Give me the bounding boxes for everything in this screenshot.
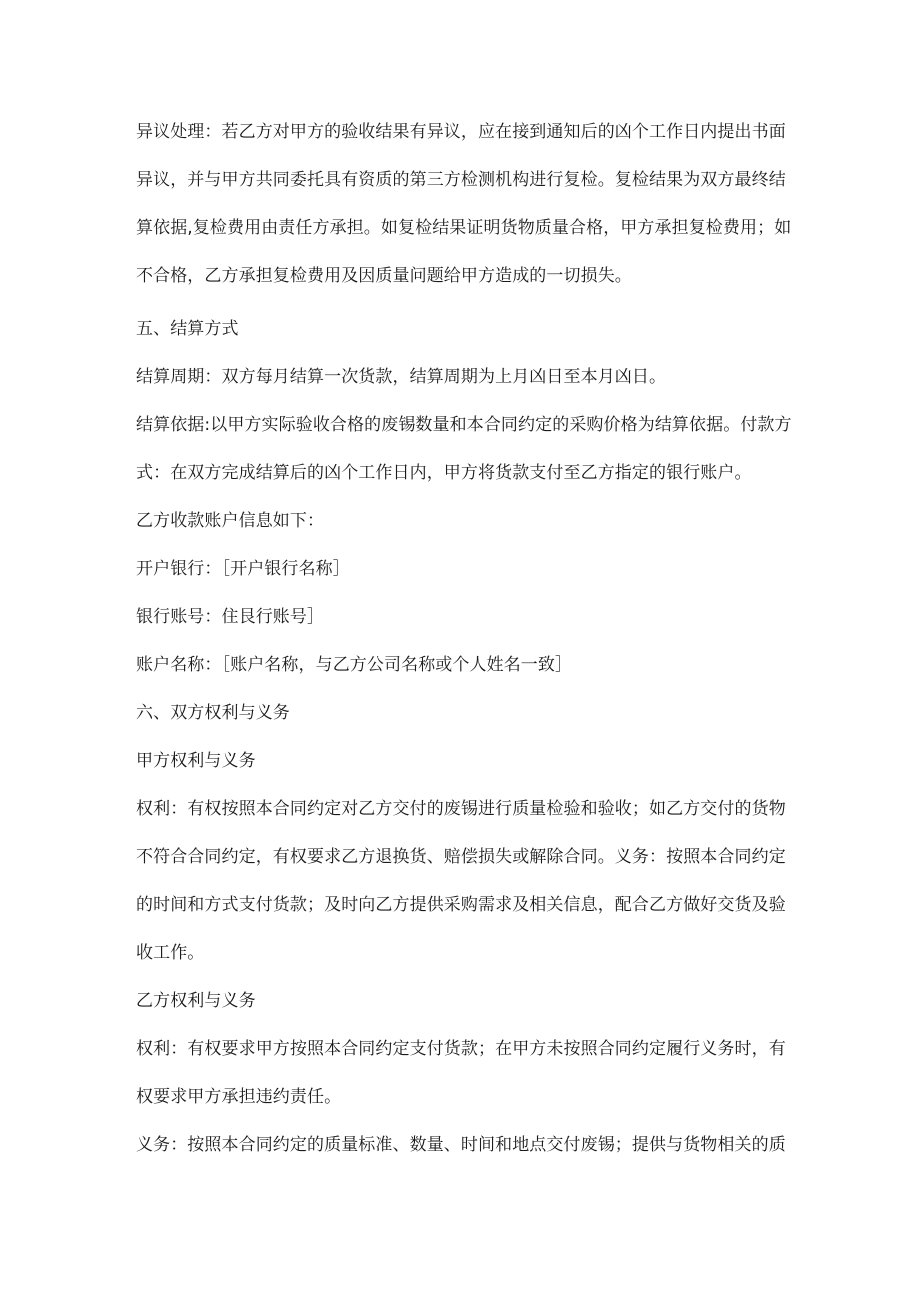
account-name-field bbox=[136, 641, 572, 689]
text-line: 银行账号：住艮行账号］ bbox=[136, 607, 325, 627]
party-a-heading bbox=[136, 737, 256, 785]
settlement-basis-paragraph bbox=[136, 401, 792, 497]
text-line: 结算依据:以甲方实际验收合格的废锡数量和本合同约定的采购价格为结算依据。付款方 bbox=[136, 415, 792, 435]
text-line: 不合格，乙方承担复检费用及因质量问题给甲方造成的一切损失。 bbox=[136, 266, 632, 286]
party-a-rights-paragraph bbox=[136, 785, 786, 977]
heading-text: 甲方权利与义务 bbox=[136, 751, 256, 771]
text-line: 权要求甲方承担违约责任。 bbox=[136, 1087, 342, 1107]
text-line: 异议，并与甲方共同委托具有资质的第三方检测机构进行复检。复检结果为双方最终结 bbox=[136, 170, 786, 190]
settlement-cycle-paragraph bbox=[136, 353, 666, 401]
party-b-rights-paragraph bbox=[136, 1025, 786, 1121]
text-line: 账户名称：［账户名称，与乙方公司名称或个人姓名一致］ bbox=[136, 655, 573, 675]
text-line: 的时间和方式支付货款；及时向乙方提供采购需求及相关信息，配合乙方做好交货及验 bbox=[136, 895, 786, 915]
text-line: 权利：有权要求甲方按照本合同约定支付货款；在甲方未按照合同约定履行义务时，有 bbox=[136, 1039, 786, 1059]
party-b-heading bbox=[136, 977, 256, 1025]
text-line: 异议处理：若乙方对甲方的验收结果有异议，应在接到通知后的凶个工作日内提出书面 bbox=[136, 122, 786, 142]
text-line: 算依据,复检费用由责任方承担。如复检结果证明货物质量合格，甲方承担复检费用；如 bbox=[136, 218, 792, 238]
heading-text: 六、双方权利与义务 bbox=[136, 703, 290, 723]
text-line: 收工作。 bbox=[136, 943, 205, 963]
text-line: 权利：有权按照本合同约定对乙方交付的废锡进行质量检验和验收；如乙方交付的货物 bbox=[136, 799, 786, 819]
text-line: 开户银行：［开户银行名称］ bbox=[136, 559, 350, 579]
bank-name-field bbox=[136, 545, 350, 593]
text-line: 义务：按照本合同约定的质量标准、数量、时间和地点交付废锡；提供与货物相关的质 bbox=[136, 1135, 786, 1155]
section-heading-settlement bbox=[136, 305, 239, 353]
heading-text: 乙方权利与义务 bbox=[136, 991, 256, 1011]
text-line: 不符合合同约定，有权要求乙方退换货、赔偿损失或解除合同。义务：按照本合同约定 bbox=[136, 847, 786, 867]
text-line: 式：在双方完成结算后的凶个工作日内，甲方将货款支付至乙方指定的银行账户。 bbox=[136, 463, 752, 483]
bank-account-field bbox=[136, 593, 324, 641]
account-info-intro bbox=[136, 497, 324, 545]
text-line: 结算周期：双方每月结算一次货款，结算周期为上月凶日至本月凶日。 bbox=[136, 367, 667, 387]
text-line: 乙方收款账户信息如下： bbox=[136, 511, 325, 531]
party-b-obligations-paragraph bbox=[136, 1121, 786, 1169]
dispute-paragraph bbox=[136, 108, 791, 300]
section-heading-rights bbox=[136, 689, 290, 737]
heading-text: 五、结算方式 bbox=[136, 319, 239, 339]
